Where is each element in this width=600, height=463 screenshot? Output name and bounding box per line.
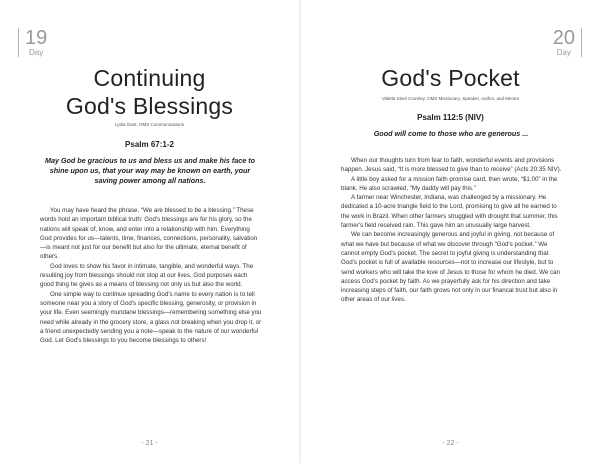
scripture-verse: Good will come to those who are generous ... — [373, 129, 529, 138]
paragraph: A farmer near Winchester, Indiana, was challenged by a missionary. He dedicated a 10-acre triangle field to the Lord, promising to give all he earned to the work in Brazil. When other farmers struggled with drought that summer, this farmer's field received rain. This gave him an unusually large harvest. — [341, 194, 558, 230]
paragraph: A little boy asked for a mission faith promise card, then wrote, “$1.00” in the blank. He also scrawled, “My daddy will pay this.” — [341, 175, 558, 192]
devotional-body — [341, 156, 563, 305]
devotional-body — [40, 206, 262, 345]
scripture-verse: May God be gracious to us and bless us and make his face to shine upon us, that your way may be known on earth, your saving power among all nations. — [44, 156, 256, 185]
title-line: Continuing — [93, 65, 206, 91]
day-label: Day — [556, 48, 571, 57]
page-title: God's Pocket — [381, 65, 520, 91]
left-page — [0, 0, 299, 463]
author-credit: Lydia Gant, OMS Communications — [114, 122, 185, 127]
title-line: God's Blessings — [65, 93, 234, 119]
page-title — [0, 64, 299, 120]
day-marker — [553, 28, 582, 57]
day-marker — [18, 28, 47, 57]
paragraph: You may have heard the phrase, “We are blessed to be a blessing.” These words hold an important biblical truth: God's blessings are for his glory, so the nations will speak of, know, and enter into a relationship with him. Everything God provides for us—talents, time, finances, connections, personality, salvation—is meant not just for our benefit but also for the ultimate, eternal benefit of others. — [40, 207, 258, 261]
right-page — [301, 0, 600, 463]
page-number: - 22 - — [442, 440, 459, 447]
paragraph: God loves to show his favor in intimate, tangible, and wonderful ways. The resulting joy from blessings should not stop at our lives. God purposes each good thing he gives as a means of blessing not only us but also the world. — [40, 262, 254, 289]
day-number: 20 — [552, 27, 575, 49]
paragraph: One simple way to continue spreading God's name to every nation is to tell someone near you a story of God's specific blessing, generosity, or provision in your life. Even seemingly mundane blessings—remembering something else you need while already in the grocery store, a glass not breaking when you drop it, or a friend unexpectedly sending you a note—speak to the nature of our wonderful God. Let God's blessings to you become blessings to others! — [40, 290, 262, 345]
paragraph: We can become increasingly generous and joyful in giving, not because of what we have but because of what we discover through “God's pocket.” We cannot empty God's pocket. The secret to joyful giving is understanding that God's pocket is full of available resources—not to increase our lifestyle, but to send workers who will take the love of Jesus to those for whom he died. We can access God's pocket by faith. As we prayerfully ask for his direction and take increasing steps of faith, our faith grows not only in our financal trust but also in other areas of our lives. — [341, 231, 560, 304]
day-label: Day — [29, 48, 44, 57]
scripture-reference: Psalm 67:1-2 — [125, 140, 174, 149]
day-number: 19 — [25, 27, 48, 49]
page-number: - 21 - — [141, 440, 158, 447]
paragraph: When our thoughts turn from fear to faith, wonderful events and provisions happen. Jesus said, “It is more blessed to give than to receive” (Acts 20:35 NIV). — [341, 157, 562, 174]
author-credit: Valetta Steel Crumley, OMS Missionary, Speaker, Author, and Mentor — [381, 96, 520, 101]
scripture-reference: Psalm 112:5 (NIV) — [417, 113, 484, 122]
